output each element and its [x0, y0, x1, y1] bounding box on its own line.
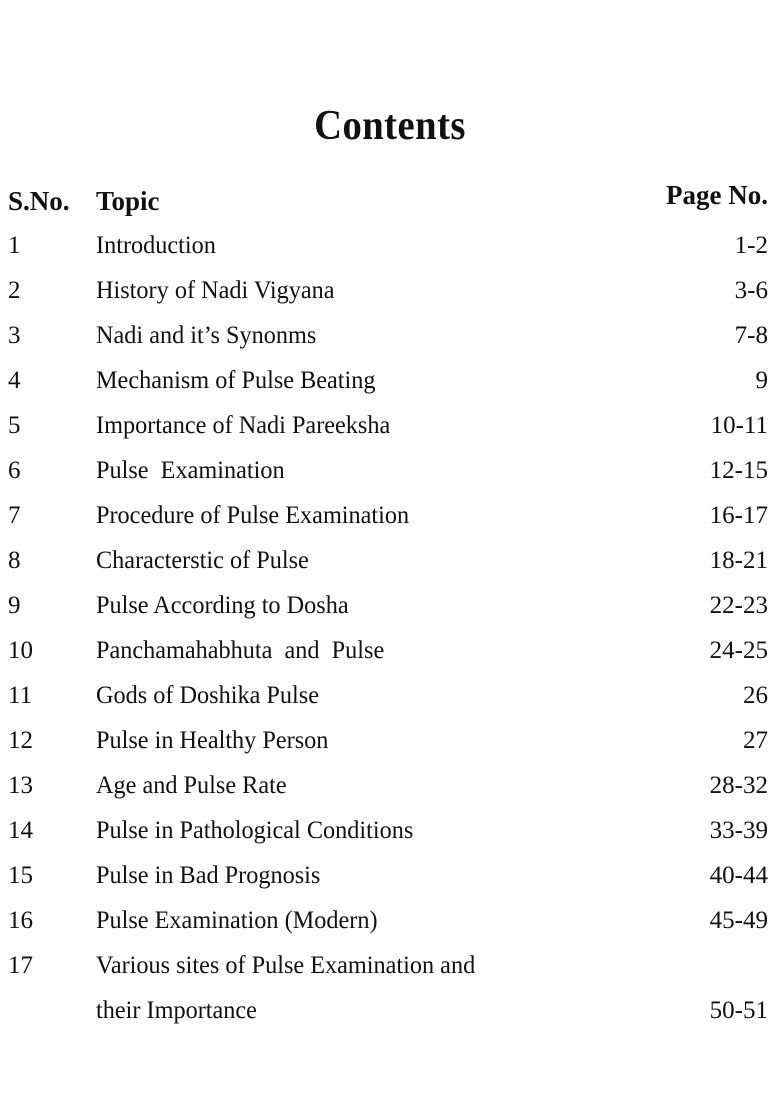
toc-row: [0, 502, 780, 542]
toc-row: [0, 817, 780, 857]
toc-row: [0, 367, 780, 407]
toc-row: [0, 412, 780, 452]
row-sno: 17: [8, 952, 33, 979]
row-page: 3-6: [734, 277, 768, 304]
row-topic: Pulse in Bad Prognosis: [96, 862, 321, 889]
toc-row: [0, 682, 780, 722]
row-topic: Age and Pulse Rate: [96, 772, 287, 799]
row-page: 12-15: [709, 457, 768, 484]
toc-row: [0, 862, 780, 902]
row-topic: Gods of Doshika Pulse: [96, 682, 319, 709]
row-page: 18-21: [709, 547, 768, 574]
row-sno: 15: [8, 862, 33, 889]
row-page: 27: [743, 727, 768, 754]
toc-row-continuation: [0, 997, 780, 1037]
row-sno: 5: [8, 412, 21, 439]
row-sno: 2: [8, 277, 21, 304]
row-sno: 3: [8, 322, 21, 349]
row-sno: 11: [8, 682, 33, 709]
row-sno: 1: [8, 232, 21, 259]
row-topic: Nadi and it’s Synonms: [96, 322, 317, 349]
row-sno: 10: [8, 637, 33, 664]
row-sno: 6: [8, 457, 21, 484]
row-topic: Pulse in Pathological Conditions: [96, 817, 414, 844]
row-page: 22-23: [709, 592, 768, 619]
toc-row: [0, 727, 780, 767]
row-topic: Panchamahabhuta and Pulse: [96, 637, 385, 664]
toc-row: [0, 457, 780, 497]
row-topic: Mechanism of Pulse Beating: [96, 367, 376, 394]
row-page: 16-17: [709, 502, 768, 529]
row-sno: 16: [8, 907, 33, 934]
toc-row: [0, 907, 780, 947]
row-sno: 12: [8, 727, 33, 754]
toc-row: [0, 637, 780, 677]
row-topic: Characterstic of Pulse: [96, 547, 309, 574]
row-topic: their Importance: [96, 997, 257, 1024]
toc-header-row: [0, 180, 780, 224]
row-sno: 9: [8, 592, 21, 619]
toc-row: [0, 772, 780, 812]
toc-row: [0, 322, 780, 362]
row-sno: 8: [8, 547, 21, 574]
row-topic: Introduction: [96, 232, 216, 259]
row-page: 40-44: [709, 862, 768, 889]
page-title: Contents: [314, 103, 466, 150]
row-sno: 4: [8, 367, 21, 394]
row-page: 26: [743, 682, 768, 709]
row-page: 1-2: [734, 232, 768, 259]
toc-row: [0, 952, 780, 992]
toc-row: [0, 277, 780, 317]
row-topic: Pulse According to Dosha: [96, 592, 349, 619]
row-sno: 13: [8, 772, 33, 799]
toc-row: [0, 547, 780, 587]
row-topic: Pulse Examination: [96, 457, 285, 484]
row-topic: Various sites of Pulse Examination and: [96, 952, 476, 979]
row-page: 33-39: [709, 817, 768, 844]
toc-row: [0, 232, 780, 272]
row-sno: 14: [8, 817, 33, 844]
row-page: 7-8: [734, 322, 768, 349]
header-topic: Topic: [96, 186, 160, 216]
row-page: 24-25: [709, 637, 768, 664]
row-page: 10-11: [710, 412, 768, 439]
row-topic: History of Nadi Vigyana: [96, 277, 335, 304]
header-sno: S.No.: [8, 186, 70, 216]
row-topic: Pulse Examination (Modern): [96, 907, 378, 934]
row-sno: 7: [8, 502, 21, 529]
row-page: 45-49: [709, 907, 768, 934]
header-page-no: Page No.: [666, 180, 768, 210]
row-page: 50-51: [709, 997, 768, 1024]
row-page: 9: [755, 367, 768, 394]
toc-row: [0, 592, 780, 632]
row-topic: Importance of Nadi Pareeksha: [96, 412, 391, 439]
row-topic: Pulse in Healthy Person: [96, 727, 329, 754]
row-topic: Procedure of Pulse Examination: [96, 502, 410, 529]
row-page: 28-32: [709, 772, 768, 799]
